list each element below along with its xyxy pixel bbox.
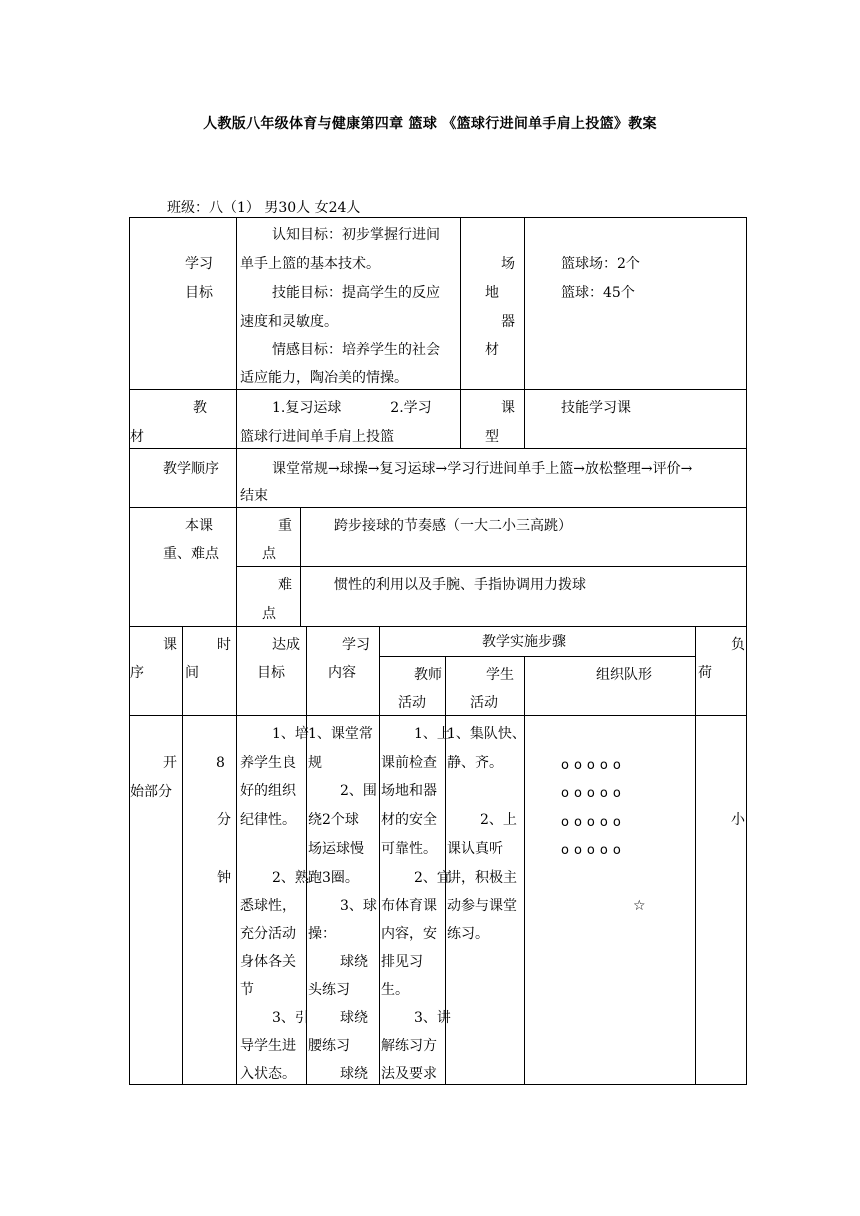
header-load-2: 荷 <box>698 665 712 681</box>
row1-order-1: 开 <box>163 755 177 771</box>
venue-label-1: 场 <box>501 256 515 272</box>
cell-material-label <box>129 389 237 449</box>
material-line-1: 1.复习运球 2.学习 <box>272 400 432 416</box>
diff-label-2: 点 <box>262 606 276 622</box>
header-order-1: 课 <box>163 637 177 653</box>
diff-label-1: 难 <box>278 577 292 593</box>
body-load <box>695 715 747 1085</box>
row1-time-1: 8 <box>216 755 225 771</box>
sequence-label: 教学顺序 <box>163 461 219 477</box>
star-icon: ☆ <box>633 898 646 914</box>
lesson-type-label-2: 型 <box>485 429 499 445</box>
header-goal-1: 达成 <box>272 637 300 653</box>
row1-time-2: 分 <box>217 812 231 828</box>
header-order-2: 序 <box>130 665 144 681</box>
sequence-line-1: 课堂常规→球操→复习运球→学习行进间单手上篮→放松整理→评价→ <box>272 461 693 477</box>
row1-teacher-12: 解练习方 <box>381 1038 437 1054</box>
lesson-type-value: 技能学习课 <box>561 400 631 416</box>
document-title: 人教版八年级体育与健康第四章 篮球 《篮球行进间单手肩上投篮》教案 <box>203 116 657 132</box>
row1-content-1: 1、课堂常 <box>308 726 373 742</box>
body-time <box>182 715 237 1085</box>
row1-student-5: 课认真听 <box>447 841 503 857</box>
row1-student-2: 静、齐。 <box>447 755 503 771</box>
row1-content-4: 绕2个球 <box>308 812 359 828</box>
row1-content-10: 头练习 <box>308 982 350 998</box>
keypoints-label-1: 本课 <box>185 518 213 534</box>
row1-teacher-11: 3、讲 <box>414 1010 451 1026</box>
header-load-1: 负 <box>731 637 745 653</box>
row1-teacher-7: 布体育课 <box>381 898 437 914</box>
objective-line-5: 情感目标：培养学生的社会 <box>272 342 440 358</box>
venue-line-2: 篮球：45个 <box>561 285 635 301</box>
row1-order-2: 始部分 <box>130 784 172 800</box>
row1-student-1: 1、集队快、 <box>447 726 526 742</box>
header-time-1: 时 <box>217 637 231 653</box>
header-teacher-1: 教师 <box>414 667 442 683</box>
objectives-label-1: 学习 <box>185 256 213 272</box>
sequence-line-2: 结束 <box>240 488 268 504</box>
objective-line-1: 认知目标：初步掌握行进间 <box>272 227 440 243</box>
objectives-label-2: 目标 <box>185 285 213 301</box>
row1-goal-13: 入状态。 <box>240 1066 296 1082</box>
objective-line-3: 技能目标：提高学生的反应 <box>272 285 440 301</box>
row1-goal-2: 养学生良 <box>240 755 296 771</box>
row1-content-13: 球绕 <box>340 1066 368 1082</box>
row1-teacher-8: 内容，安 <box>381 926 437 942</box>
header-teacher-2: 活动 <box>398 695 426 711</box>
row1-goal-1: 1、培 <box>272 726 309 742</box>
row1-teacher-5: 可靠性。 <box>381 841 437 857</box>
row1-teacher-9: 排见习 <box>381 954 423 970</box>
row1-goal-12: 导学生进 <box>240 1038 296 1054</box>
lesson-type-label-1: 课 <box>501 400 515 416</box>
row1-teacher-10: 生。 <box>381 982 409 998</box>
material-label-2: 材 <box>130 429 144 445</box>
row1-goal-6: 2、熟 <box>272 870 309 886</box>
material-label-1: 教 <box>193 400 207 416</box>
cell-objectives-label <box>129 217 237 390</box>
cell-venue <box>524 217 747 390</box>
row1-teacher-3: 场地和器 <box>381 783 437 799</box>
header-student-1: 学生 <box>486 667 514 683</box>
row1-content-9: 球绕 <box>340 954 368 970</box>
objective-line-4: 速度和灵敏度。 <box>240 314 338 330</box>
row1-content-12: 腰练习 <box>308 1038 350 1054</box>
row1-goal-3: 好的组织 <box>240 783 296 799</box>
row1-student-4: 2、上 <box>480 812 517 828</box>
row1-content-7: 3、球 <box>340 898 377 914</box>
row1-student-6: 讲，积极主 <box>447 870 517 886</box>
keypoints-label-2: 重、难点 <box>163 546 219 562</box>
row1-content-5: 场运球慢 <box>308 841 364 857</box>
row1-goal-8: 充分活动 <box>240 926 296 942</box>
row1-teacher-4: 材的安全 <box>381 812 437 828</box>
class-info: 班级：八（1） 男30人 女24人 <box>167 200 361 216</box>
header-content-1: 学习 <box>342 637 370 653</box>
row1-teacher-1: 1、上 <box>414 726 451 742</box>
row1-goal-11: 3、引 <box>272 1010 309 1026</box>
row1-content-6: 跑3圈。 <box>308 870 359 886</box>
header-student-2: 活动 <box>470 695 498 711</box>
row1-time-3: 钟 <box>217 870 231 886</box>
venue-line-1: 篮球场：2个 <box>561 256 640 272</box>
objective-line-6: 适应能力，陶冶美的情操。 <box>240 370 408 386</box>
row1-teacher-6: 2、宜 <box>414 870 451 886</box>
material-line-2: 篮球行进间单手肩上投篮 <box>240 429 394 445</box>
formation-row-1: ooooo <box>561 758 626 773</box>
row1-content-3: 2、围 <box>340 783 377 799</box>
diff-value: 惯性的利用以及手腕、手指协调用力拨球 <box>334 577 586 593</box>
venue-label-2: 地 <box>485 285 499 301</box>
row1-content-8: 操： <box>308 926 336 942</box>
row1-goal-4: 纪律性。 <box>240 812 296 828</box>
row1-teacher-13: 法及要求 <box>381 1066 437 1082</box>
key-label-1: 重 <box>278 518 292 534</box>
header-formation-label: 组织队形 <box>596 667 652 683</box>
row1-student-8: 练习。 <box>447 926 489 942</box>
cell-lesson-type <box>524 389 747 449</box>
header-steps-label: 教学实施步骤 <box>482 634 566 650</box>
objective-line-2: 单手上篮的基本技术。 <box>240 256 380 272</box>
row1-teacher-2: 课前检查 <box>381 755 437 771</box>
header-time-2: 间 <box>185 665 199 681</box>
row1-load: 小 <box>731 812 745 828</box>
venue-label-3: 器 <box>501 314 515 330</box>
key-value: 跨步接球的节奏感（一大二小三高跳） <box>334 518 572 534</box>
row1-goal-9: 身体各关 <box>240 954 296 970</box>
header-goal-2: 目标 <box>257 665 285 681</box>
formation-row-3: ooooo <box>561 815 626 830</box>
row1-content-2: 规 <box>308 755 322 771</box>
row1-goal-10: 节 <box>240 982 254 998</box>
key-label-2: 点 <box>262 546 276 562</box>
formation-row-4: ooooo <box>561 843 626 858</box>
header-content-2: 内容 <box>328 665 356 681</box>
row1-content-11: 球绕 <box>340 1010 368 1026</box>
row1-student-7: 动参与课堂 <box>447 898 517 914</box>
formation-row-2: ooooo <box>561 786 626 801</box>
venue-label-4: 材 <box>485 342 499 358</box>
row1-goal-7: 悉球性， <box>240 898 296 914</box>
